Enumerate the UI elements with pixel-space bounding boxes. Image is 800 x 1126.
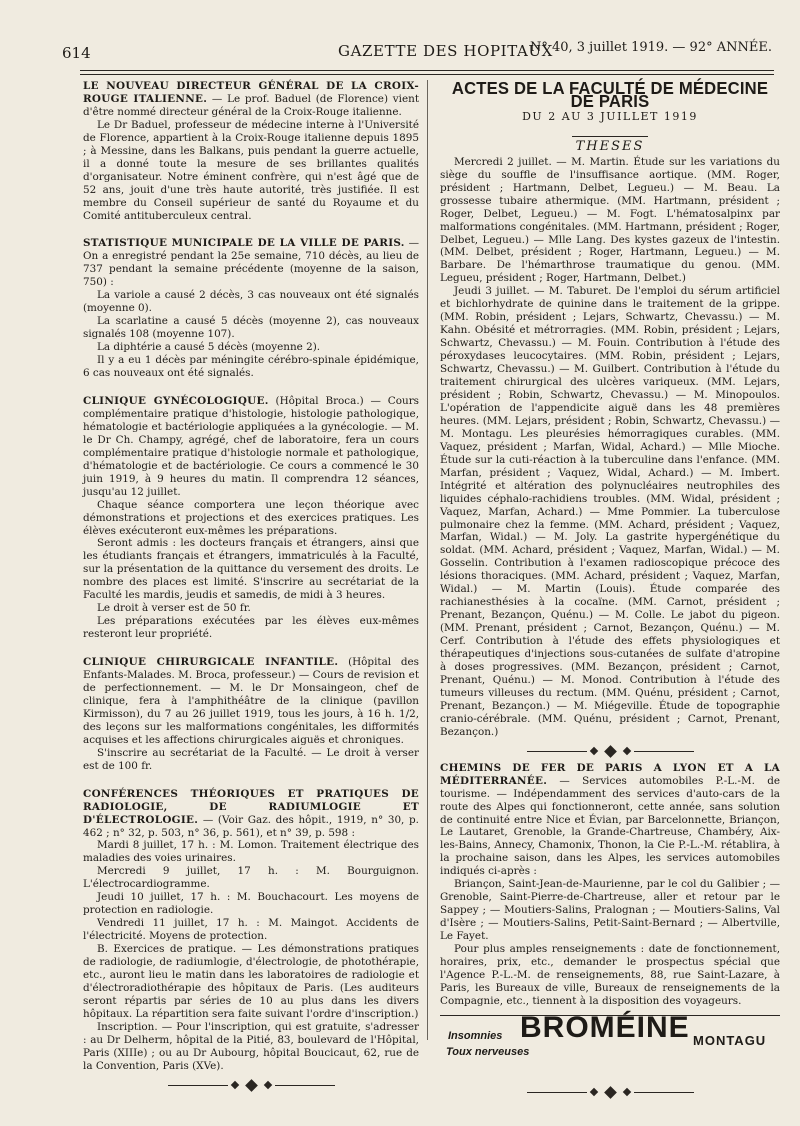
item-heading: LE NOUVEAU DIRECTEUR GÉNÉRAL DE LA CROIX-ROUGE ITALIENNE. — [83, 80, 419, 105]
paragraph: Mardi 8 juillet, 17 h. : M. Lomon. Traitement électrique des maladies des voies urinaires. — [83, 839, 419, 865]
paragraph: Les préparations exécutées par les élèves eux-mêmes resteront leur propriété. — [83, 615, 419, 641]
section-subtitle: DU 2 AU 3 JUILLET 1919 — [522, 109, 698, 123]
left-column — [83, 80, 419, 1096]
journal-title: GAZETTE DES HOPITAUX — [338, 42, 553, 60]
section-ornament — [440, 1088, 780, 1097]
paragraph: Inscription. — Pour l'inscription, qui est gratuite, s'adresser : au Dr Delherm, hôpital de la Pitié, 83, boulevard de l'Hôpital, Paris (XIIIe) ; ou au Dr Aubourg, hôpital Boucicaut, 62, rue de la Convention, Paris (XVe). — [83, 1020, 419, 1072]
news-item — [83, 656, 419, 747]
ad-indication: Toux nerveuses — [446, 1045, 530, 1058]
theses-paragraph: Mercredi 2 juillet. — M. Martin. Étude sur les variations du siège du souffle de l'insuffisance aortique. (MM. Roger, président ; Hartmann, Delbet, Legueu.) — M. Beau. La grossesse tubaire athermique. (MM. Hartmann, président ; Roger, Delbet, Legueu.) — M. Fogt. L'hématosalpinx par malformations congénitales. (MM. Hartmann, président ; Roger, Delbet, Legueu.) — Mlle Lang. Des kystes gazeux de l'intestin. (MM. Delbet, président ; Roger, Hartmann, Legueu.) — M. Barbare. De l'hémarthrose traumatique du genou. (MM. Legueu, président ; Roger, Hartmann, Delbet.) — [440, 155, 780, 285]
item-text: — On a enregistré pendant la 25e semaine, 710 décès, au lieu de 737 pendant la semaine précédente (moyenne de la saison, 750) : — [83, 237, 419, 289]
ad-brand: BROMÉINE — [520, 1010, 690, 1044]
paragraph: Le Dr Baduel, professeur de médecine interne à l'Université de Florence, appartient à la Croix-Rouge italienne depuis 1895 ; à Messine, dans les Balkans, puis pendant la guerre actuelle, il a donné toute la mesure de ses brillantes qualités d'organisateur. Notre éminent confrère, qui n'est âgé que de 52 ans, jouit d'une très haute autorité, très justifiée. Il est membre du Conseil supérieur de santé du Royaume et du Comité antituberculeux central. — [83, 118, 419, 222]
news-item — [83, 80, 419, 119]
paragraph: La scarlatine a causé 5 décès (moyenne 2), cas nouveaux signalés 108 (moyenne 107). — [83, 315, 419, 341]
item-text: — Le prof. Baduel (de Florence) vient d'être nommé directeur général de la Croix-Rouge italienne. — [83, 92, 419, 118]
item-text: (Hôpital Broca.) — Cours complémentaire pratique d'histologie, histologie pathologique, hématologie et bactériologie appliquées a la gynécologie. — M. le Dr Ch. Champy, agrégé, chef de laboratoire, fera un cours complémentaire pratique d'histologie normale et pathologique, d'hématologie et de bactériologie. Ce cours a commencé le 30 juin 1919, à 9 heures du matin. Il comprendra 12 séances, jusqu'au 12 juillet. — [83, 394, 419, 498]
ad-maker: MONTAGU — [693, 1032, 767, 1048]
page-number: 614 — [62, 44, 91, 62]
news-item — [83, 395, 419, 499]
item-text: — Services automobiles P.-L.-M. de tourisme. — Indépendamment des services d'auto-cars de la route des Alpes qui fonctionneront, cette année, sans solution de continuité entre Nice et Évian, par Barcelonnette, Briançon, Le Lautaret, Grenoble, la Grande-Chartreuse, Chambéry, Aix-les-Bains, Annecy, Chamonix, Thonon, la Cie P.-L.-M. rétablira, à la prochaine saison, dans les Alpes, les services automobiles indiqués ci-après : — [440, 774, 780, 878]
paragraph: Il y a eu 1 décès par méningite cérébro-spinale épidémique, 6 cas nouveaux ont été signalés. — [83, 354, 419, 380]
item-heading: STATISTIQUE MUNICIPALE DE LA VILLE DE PARIS. — [83, 237, 405, 250]
section-ornament — [83, 1081, 419, 1090]
paragraph: Mercredi 9 juillet, 17 h. : M. Bourguignon. L'électrocardiogramme. — [83, 865, 419, 891]
theses-paragraph: Jeudi 3 juillet. — M. Taburet. De l'emploi du sérum artificiel et bichlorhydrate de quinine dans le traitement de la grippe. (MM. Robin, président ; Lejars, Schwartz, Chevassu.) — M. Kahn. Obésité et métrorragies. (MM. Robin, président ; Lejars, Schwartz, Chevassu.) — M. Fouin. Contribution à l'étude des péroxydases leucocytaires. (MM. Robin, président ; Lejars, Schwartz, Chevassu.) — M. Guilbert. Contribution à l'étude du traitement chirurgical des ulcères variqueux. (MM. Lejars, président ; Robin, Schwartz, Chevassu.) — M. Minopoulos. L'opération de l'appendicite aiguë dans les 48 premières heures. (MM. Lejars, président ; Robin, Schwartz, Chevassu.) — M. Montagu. Les pleurésies hémorragiques curables. (MM. Vaquez, président ; Marfan, Widal, Achard.) — Mlle Mioche. Étude sur la cuti-réaction à la tuberculine dans l'enfance. (MM. Marfan, président ; Vaquez, Widal, Achard.) — M. Imbert. Intégrité et altération des polynucléaires neutrophiles des liquides céphalo-rachidiens troubles. (MM. Widal, président ; Vaquez, Marfan, Achard.) — Mme Pommier. La tuberculose pulmonaire chez la femme. (MM. Achard, président ; Vaquez, Marfan, Widal.) — M. Joly. La gastrite hypergénétique du soldat. (MM. Achard, président ; Vaquez, Marfan, Widal.) — M. Gosselin. Contribution à l'examen radioscopique précoce des lésions thoraciques. (MM. Achard, président ; Vaquez, Marfan, Widal.) — M. Martin (Louis). Étude comparée des rachianesthésies à la cocaïne. (MM. Carnot, président ; Prenant, Bezançon, Quénu.) — M. Colle. Le jabot du pigeon. (MM. Prenant, président ; Carnot, Bezançon, Quénu.) — M. Cerf. Contribution à l'étude des effets physiologiques et thérapeutiques d'injections sous-cutanées de sulfate d'atropine à doses progressives. (MM. Bezançon, président ; Carnot, Prenant, Quénu.) — M. Monod. Contribution à l'étude des tumeurs villeuses du rectum. (MM. Quénu, président ; Carnot, Prenant, Bezançon.) — M. Miégeville. Étude de topographie cranio-cérébrale. (MM. Quénu, président ; Carnot, Prenant, Bezançon.) — [440, 285, 780, 738]
paragraph: Le droit à verser est de 50 fr. — [97, 602, 251, 615]
short-rule — [572, 136, 648, 137]
paragraph: S'inscrire au secrétariat de la Faculté. — Le droit à verser est de 100 fr. — [83, 746, 419, 772]
header-rule — [80, 70, 774, 71]
issue-line: N° 40, 3 juillet 1919. — 92° ANNÉE. — [529, 40, 772, 55]
news-item — [83, 788, 419, 840]
paragraph: La diphtérie a causé 5 décès (moyenne 2). — [97, 341, 321, 354]
item-text: (Hôpital des Enfants-Malades. M. Broca, professeur.) — Cours de revision et de perfectionnement. — M. le Dr Monsaingeon, chef de clinique, fera à l'amphithéâtre de la clinique (pavillon Kirmisson), du 7 au 26 juillet 1919, tous les jours, à 16 h. 1/2, des leçons sur les malformations congénitales, les difformités acquises et les affections chirurgicales aiguës et chroniques. — [83, 656, 420, 746]
right-column — [440, 80, 780, 1103]
section-title: ACTES DE LA FACULTÉ DE MÉDECINE DE PARIS — [451, 78, 769, 111]
paragraph: Vendredi 11 juillet, 17 h. : M. Maingot. Accidents de l'électricité. Moyens de protection. — [83, 917, 419, 943]
column-separator — [427, 80, 428, 1040]
ad-indication: Insomnies — [448, 1029, 503, 1042]
paragraph: Seront admis : les docteurs français et étrangers, ainsi que les étudiants français et étrangers, immatriculés à la Faculté, sur la présentation de la quittance du versement des droits. Le nombre des places est limité. S'inscrire au secrétariat de la Faculté les mardis, jeudis et samedis, de midi à 3 heures. — [83, 537, 419, 602]
paragraph: B. Exercices de pratique. — Les démonstrations pratiques de radiologie, de radiumlogie, d'électrologie, de photothérapie, etc., auront lieu le matin dans les laboratoires de radiologie et d'électroradiothérapie des hôpitaux de Paris. (Les auditeurs seront répartis par séries de 10 au plus dans les divers hôpitaux. La répartition sera faite suivant l'ordre d'inscription.) — [83, 943, 419, 1020]
news-item — [440, 762, 780, 879]
theses-heading: THESES — [575, 138, 645, 154]
news-item — [83, 237, 419, 289]
advertisement — [440, 1010, 780, 1080]
item-heading: CLINIQUE CHIRURGICALE INFANTILE. — [83, 656, 339, 669]
paragraph: Pour plus amples renseignements : date de fonctionnement, horaires, prix, etc., demander le prospectus spécial que l'Agence P.-L.-M. de renseignements, 88, rue Saint-Lazare, à Paris, les Bureaux de ville, Bureaux de renseignements de la Compagnie, etc., tiennent à la disposition des voyageurs. — [440, 943, 780, 1007]
paragraph: Briançon, Saint-Jean-de-Maurienne, par le col du Galibier ; — Grenoble, Saint-Pierre-de-Chartreuse, aller et retour par le Sappey ; — Moutiers-Salins, Pralognan ; — Moutiers-Salins, Val d'Isère ; — Moutiers-Salins, Petit-Saint-Bernard ; — Albertville, Le Fayet. — [440, 878, 780, 943]
item-text: — (Voir Gaz. des hôpit., 1919, n° 30, p. 462 ; n° 32, p. 503, n° 36, p. 561), et n° 39, p. 598 : — [83, 813, 419, 839]
page-header — [0, 36, 800, 62]
paragraph: Jeudi 10 juillet, 17 h. : M. Bouchacourt. Les moyens de protection en radiologie. — [83, 891, 419, 917]
paragraph: Chaque séance comportera une leçon théorique avec démonstrations et projections et des exercices pratiques. Les élèves exécuteront eux-mêmes les préparations. — [83, 498, 419, 537]
section-ornament — [440, 747, 780, 756]
paragraph: La variole a causé 2 décès, 3 cas nouveaux ont été signalés (moyenne 0). — [83, 289, 419, 315]
item-heading: CONFÉRENCES THÉORIQUES ET PRATIQUES DE RADIOLOGIE, DE RADIUMLOGIE ET D'ÉLECTROLOGIE. — [83, 787, 419, 826]
item-heading: CHEMINS DE FER DE PARIS A LYON ET A LA MÉDITERRANÉE. — [440, 761, 780, 787]
item-heading: CLINIQUE GYNÉCOLOGIQUE. — [83, 394, 269, 407]
header-rule — [80, 74, 774, 75]
